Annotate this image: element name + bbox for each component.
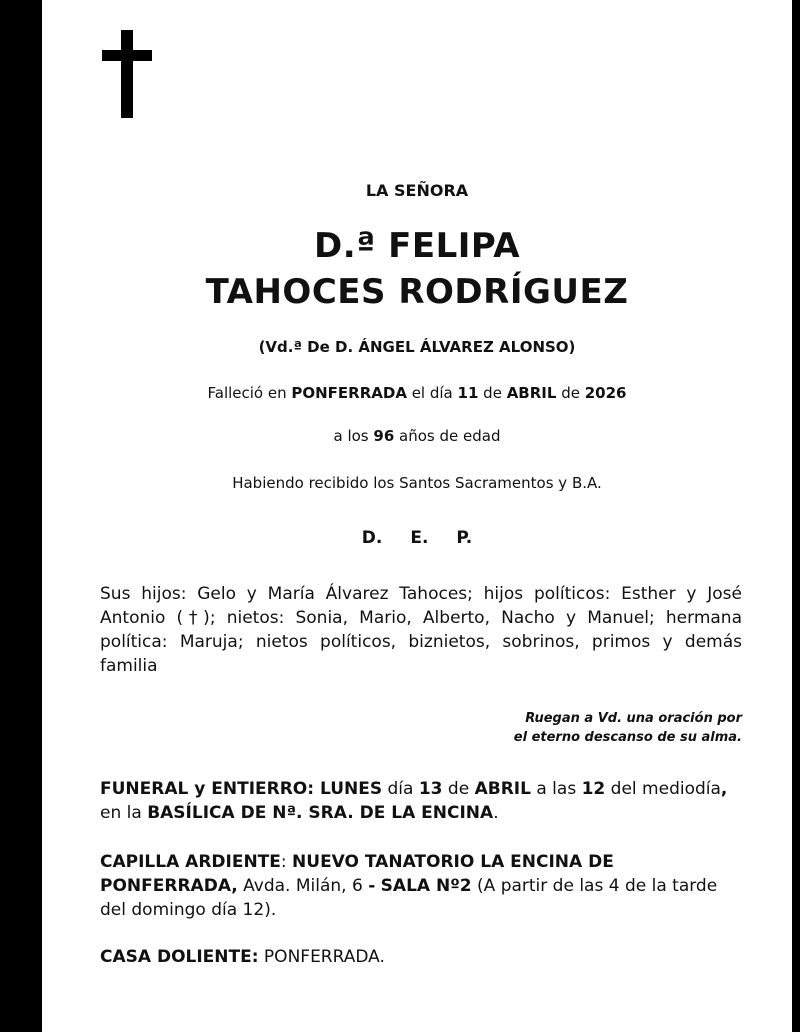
age-line: a los 96 años de edad	[333, 427, 501, 445]
widow-of: (Vd.ª De D. ÁNGEL ÁLVAREZ ALONSO)	[258, 338, 576, 356]
deceased-name-line1: D.ª FELIPA	[313, 226, 521, 266]
prayer-request: Ruegan a Vd. una oración por el eterno descanso de su alma.	[513, 711, 742, 745]
death-year: 2026	[584, 384, 627, 402]
deceased-name-line2: TAHOCES RODRÍGUEZ	[205, 272, 629, 312]
sacraments-line: Habiendo recibido los Santos Sacramentos y B.A.	[232, 474, 602, 492]
title-label: LA SEÑORA	[365, 181, 469, 200]
cross-icon	[102, 30, 152, 118]
age-years: 96	[373, 427, 395, 445]
left-black-border	[0, 0, 42, 1032]
chapel-details: CAPILLA ARDIENTE: NUEVO TANATORIO LA ENCINA DE PONFERRADA, Avda. Milán, 6 - SALA Nº2 (A partir de las 4 de la tarde del domingo día 12).	[100, 852, 718, 920]
death-place: PONFERRADA	[291, 384, 407, 402]
dep-abbreviation: D. E. P.	[361, 528, 473, 548]
death-notice: Falleció en PONFERRADA el día 11 de ABRIL de 2026	[207, 384, 627, 402]
death-month: ABRIL	[506, 384, 557, 402]
death-day: 11	[457, 384, 479, 402]
family-paragraph: Sus hijos: Gelo y María Álvarez Tahoces; hijos políticos: Esther y José Antonio (†); nietos: Sonia, Mario, Alberto, Nacho y Manuel; hermana política: Maruja; nietos políticos, biznietos, sobrinos, primos y demás familia	[100, 584, 742, 676]
right-black-border	[792, 0, 800, 1032]
mourning-house: CASA DOLIENTE: PONFERRADA.	[100, 947, 385, 967]
funeral-details: FUNERAL y ENTIERRO: LUNES día 13 de ABRIL a las 12 del mediodía, en la BASÍLICA DE Nª. SRA. DE LA ENCINA.	[100, 779, 728, 823]
